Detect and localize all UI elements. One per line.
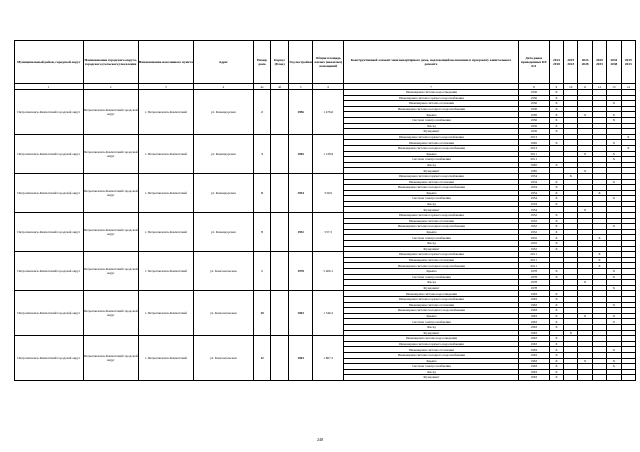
column-number: 11 xyxy=(578,84,592,90)
previous-repair-date-cell: 1956 xyxy=(518,129,549,135)
previous-repair-date-cell: 1978 xyxy=(518,269,549,275)
column-number: 13 xyxy=(607,84,621,90)
element-name-cell: Крыша xyxy=(344,190,519,196)
period-mark-cell: X xyxy=(607,112,621,118)
element-name-cell: Инженерная система отопления xyxy=(344,347,519,353)
header-settlement: Наименование городского округа, городского (сельского) поселения xyxy=(83,41,138,84)
settlement-cell: Петропавловск-Камчатский городской округ xyxy=(83,90,138,135)
previous-repair-date-cell: 1963 xyxy=(518,308,549,314)
header-period-2034-2038: 2034 2038 xyxy=(607,41,621,84)
address-cell: ул. Командорская xyxy=(193,134,253,173)
block-cell xyxy=(271,134,289,173)
previous-repair-date-cell: 2011 xyxy=(518,151,549,157)
period-mark-cell: X xyxy=(621,145,635,151)
period-mark-cell: X xyxy=(607,358,621,364)
year-built-cell: 1956 xyxy=(288,90,312,135)
period-mark-cell: X xyxy=(564,330,578,336)
previous-repair-date-cell: 1963 xyxy=(518,302,549,308)
header-period-2029-2033: 2029 2033 xyxy=(592,41,606,84)
previous-repair-date-cell: 1954 xyxy=(518,190,549,196)
element-name-cell: Фундамент xyxy=(344,375,519,381)
year-built-cell: 1963 xyxy=(288,291,312,336)
period-mark-cell: X xyxy=(549,190,563,196)
period-mark-cell: X xyxy=(578,168,592,174)
column-number: 4а xyxy=(253,84,271,90)
element-name-cell: Система электроснабжения xyxy=(344,319,519,325)
period-mark-cell: X xyxy=(549,224,563,230)
element-name-cell: Фундамент xyxy=(344,207,519,213)
district-cell: Петропавловск-Камчатский городской округ xyxy=(15,134,84,173)
page-number: 248 xyxy=(317,437,323,442)
element-name-cell: Инженерная система отопления xyxy=(344,302,519,308)
element-name-cell: Инженерная система отопления xyxy=(344,101,519,107)
element-name-cell: Фундамент xyxy=(344,246,519,252)
element-name-cell: Фасад xyxy=(344,369,519,375)
locality-cell: г. Петропавловск-Камчатский xyxy=(138,134,193,173)
previous-repair-date-cell: 2011 xyxy=(518,263,549,269)
period-mark-cell: X xyxy=(549,106,563,112)
period-mark-cell: X xyxy=(549,291,563,297)
previous-repair-date-cell: 1963 xyxy=(518,296,549,302)
header-previous-repair-date: Дата ранее проведенных КР КЭ xyxy=(518,41,549,84)
settlement-cell: Петропавловск-Камчатский городской округ xyxy=(83,336,138,381)
previous-repair-date-cell: 1952 xyxy=(518,224,549,230)
header-address: Адрес xyxy=(193,41,253,84)
previous-repair-date-cell: 1956 xyxy=(518,123,549,129)
period-mark-cell: X xyxy=(549,179,563,185)
column-number: 8 xyxy=(518,84,549,90)
locality-cell: г. Петропавловск-Камчатский xyxy=(138,90,193,135)
period-mark-cell: X xyxy=(607,196,621,202)
period-mark-cell: X xyxy=(549,274,563,280)
house-number-cell: 12 xyxy=(253,336,271,381)
previous-repair-date-cell: 1963 xyxy=(518,330,549,336)
element-name-cell: Фундамент xyxy=(344,330,519,336)
header-house-number: Номер дома xyxy=(253,41,271,84)
locality-cell: г. Петропавловск-Камчатский xyxy=(138,336,193,381)
period-mark-cell: X xyxy=(549,347,563,353)
element-name-cell: Фасад xyxy=(344,241,519,247)
previous-repair-date-cell: 1978 xyxy=(518,285,549,291)
previous-repair-date-cell: 1952 xyxy=(518,229,549,235)
table-body xyxy=(15,90,636,381)
header-area: Общая площадь жилых (нежилых) помещений xyxy=(313,41,344,84)
previous-repair-date-cell: 1956 xyxy=(518,90,549,96)
address-cell: ул. Командорская xyxy=(193,90,253,135)
district-cell: Петропавловск-Камчатский городской округ xyxy=(15,173,84,212)
period-mark-cell: X xyxy=(592,235,606,241)
period-mark-cell xyxy=(578,375,592,381)
period-mark-cell: X xyxy=(549,336,563,342)
settlement-cell: Петропавловск-Камчатский городской округ xyxy=(83,134,138,173)
year-built-cell: 1954 xyxy=(288,173,312,212)
element-name-cell: Крыша xyxy=(344,358,519,364)
period-mark-cell: X xyxy=(607,269,621,275)
block-cell xyxy=(271,291,289,336)
period-mark-cell: X xyxy=(578,358,592,364)
element-name-cell: Крыша xyxy=(344,229,519,235)
period-mark-cell: X xyxy=(607,117,621,123)
period-mark-cell: X xyxy=(549,324,563,330)
period-mark-cell: X xyxy=(549,95,563,101)
period-mark-cell: X xyxy=(549,218,563,224)
element-name-cell: Инженерная система отопления xyxy=(344,140,519,146)
settlement-cell: Петропавловск-Камчатский городской округ xyxy=(83,291,138,336)
previous-repair-date-cell: 1963 xyxy=(518,319,549,325)
period-mark-cell: X xyxy=(549,101,563,107)
element-name-cell: Крыша xyxy=(344,313,519,319)
period-mark-cell: X xyxy=(549,162,563,168)
address-cell: ул. Комсомольская xyxy=(193,336,253,381)
period-mark-cell: X xyxy=(607,347,621,353)
period-mark-cell: X xyxy=(549,302,563,308)
district-cell: Петропавловск-Камчатский городской округ xyxy=(15,336,84,381)
period-mark-cell: X xyxy=(549,129,563,135)
element-name-cell: Фасад xyxy=(344,162,519,168)
header-district: Муниципальный район, городской округ xyxy=(15,41,84,84)
period-mark-cell: X xyxy=(607,274,621,280)
area-cell: 1 476,0 xyxy=(313,90,344,135)
column-number: 4б xyxy=(271,84,289,90)
period-mark-cell: X xyxy=(549,241,563,247)
column-number: 4 xyxy=(193,84,253,90)
previous-repair-date-cell: 1952 xyxy=(518,246,549,252)
year-built-cell: 1952 xyxy=(288,213,312,252)
previous-repair-date-cell: 1963 xyxy=(518,347,549,353)
period-mark-cell: X xyxy=(549,364,563,370)
element-name-cell: Система электроснабжения xyxy=(344,117,519,123)
address-cell: ул. Комсомольская xyxy=(193,291,253,336)
block-cell xyxy=(271,90,289,135)
element-name-cell: Система электроснабжения xyxy=(344,196,519,202)
element-name-cell: Инженерная система холодного водоснабжения xyxy=(344,224,519,230)
period-mark-cell: X xyxy=(549,246,563,252)
element-name-cell: Инженерная система отопления xyxy=(344,179,519,185)
period-mark-cell: X xyxy=(549,140,563,146)
period-mark-cell: X xyxy=(607,179,621,185)
previous-repair-date-cell: 2011 xyxy=(518,257,549,263)
period-mark-cell: X xyxy=(592,257,606,263)
element-name-cell: Инженерная система горячего водоснабжения xyxy=(344,173,519,179)
header-period-2039-2043: 2039 2043 xyxy=(621,41,635,84)
area-cell: 1 546,2 xyxy=(313,291,344,336)
previous-repair-date-cell: 1963 xyxy=(518,336,549,342)
period-mark-cell: X xyxy=(549,117,563,123)
address-cell: ул. Командорская xyxy=(193,213,253,252)
year-built-cell: 1963 xyxy=(288,336,312,381)
element-name-cell: Инженерная система отопления xyxy=(344,257,519,263)
column-number: 1 xyxy=(15,84,84,90)
address-cell: ул. Комсомольская xyxy=(193,252,253,291)
previous-repair-date-cell: 1954 xyxy=(518,201,549,207)
header-block: Корпус (Блок) xyxy=(271,41,289,84)
previous-repair-date-cell: 1965 xyxy=(518,140,549,146)
period-mark-cell xyxy=(621,375,635,381)
previous-repair-date-cell: 1965 xyxy=(518,162,549,168)
period-mark-cell: X xyxy=(549,123,563,129)
house-number-cell: 9 xyxy=(253,213,271,252)
previous-repair-date-cell: 1963 xyxy=(518,324,549,330)
previous-repair-date-cell: 1963 xyxy=(518,369,549,375)
element-name-cell: Крыша xyxy=(344,112,519,118)
period-mark-cell: X xyxy=(607,224,621,230)
column-number: 9 xyxy=(549,84,563,90)
column-number: 3 xyxy=(138,84,193,90)
period-mark-cell: X xyxy=(592,263,606,269)
locality-cell: г. Петропавловск-Камчатский xyxy=(138,252,193,291)
element-name-cell: Система электроснабжения xyxy=(344,235,519,241)
element-name-cell: Система электроснабжения xyxy=(344,157,519,163)
element-name-cell: Инженерная система водоотведения xyxy=(344,336,519,342)
previous-repair-date-cell: 2013 xyxy=(518,134,549,140)
house-number-cell: 3 xyxy=(253,134,271,173)
element-name-cell: Инженерная система холодного водоснабжения xyxy=(344,185,519,191)
previous-repair-date-cell: 1978 xyxy=(518,280,549,286)
period-mark-cell: X xyxy=(607,151,621,157)
period-mark-cell: X xyxy=(549,319,563,325)
previous-repair-date-cell: 1954 xyxy=(518,179,549,185)
element-name-cell: Инженерная система горячего водоснабжения xyxy=(344,95,519,101)
element-name-cell: Инженерная система холодного водоснабжения xyxy=(344,263,519,269)
period-mark-cell: X xyxy=(549,341,563,347)
period-mark-cell: X xyxy=(549,308,563,314)
period-mark-cell: X xyxy=(607,302,621,308)
period-mark-cell: X xyxy=(607,101,621,107)
period-mark-cell xyxy=(592,375,606,381)
area-cell: 537,3 xyxy=(313,213,344,252)
period-mark-cell: X xyxy=(549,358,563,364)
district-cell: Петропавловск-Камчатский городской округ xyxy=(15,291,84,336)
previous-repair-date-cell: 1956 xyxy=(518,95,549,101)
element-name-cell: Система электроснабжения xyxy=(344,274,519,280)
area-cell: 530,9 xyxy=(313,173,344,212)
header-element: Конструктивный элемент многоквартирного дома, подлежащий включению в программу капитального ремонта xyxy=(344,41,519,84)
element-name-cell: Инженерная система горячего водоснабжения xyxy=(344,252,519,258)
period-mark-cell: X xyxy=(578,313,592,319)
element-name-cell: Система электроснабжения xyxy=(344,364,519,370)
element-name-cell: Инженерная система холодного водоснабжения xyxy=(344,308,519,314)
house-number-cell: 2 xyxy=(253,90,271,135)
column-number: 7 xyxy=(344,84,519,90)
previous-repair-date-cell: 1963 xyxy=(518,352,549,358)
period-mark-cell: X xyxy=(607,157,621,163)
period-mark-cell: X xyxy=(549,196,563,202)
period-mark-cell: X xyxy=(592,190,606,196)
element-name-cell: Крыша xyxy=(344,269,519,275)
district-cell: Петропавловск-Камчатский городской округ xyxy=(15,213,84,252)
period-mark-cell: X xyxy=(607,364,621,370)
column-number: 14 xyxy=(621,84,635,90)
element-name-cell: Инженерная система холодного водоснабжения xyxy=(344,352,519,358)
period-mark-cell: X xyxy=(564,173,578,179)
period-mark-cell: X xyxy=(607,319,621,325)
element-name-cell: Инженерная система горячего водоснабжения xyxy=(344,134,519,140)
house-number-cell: 10 xyxy=(253,291,271,336)
column-number: 5 xyxy=(288,84,312,90)
element-name-cell: Инженерная система водоотведения xyxy=(344,291,519,297)
element-name-cell: Крыша xyxy=(344,151,519,157)
header-period-2024-2028: 2024 2028 xyxy=(578,41,592,84)
block-cell xyxy=(271,213,289,252)
header-locality: Наименование населенного пункта xyxy=(138,41,193,84)
locality-cell: г. Петропавловск-Камчатский xyxy=(138,173,193,212)
element-name-cell: Инженерная система водоотведения xyxy=(344,90,519,96)
column-number: 2 xyxy=(83,84,138,90)
period-mark-cell: X xyxy=(549,185,563,191)
element-name-cell: Фасад xyxy=(344,201,519,207)
element-name-cell: Инженерная система холодного водоснабжения xyxy=(344,106,519,112)
period-mark-cell: X xyxy=(578,280,592,286)
column-number: 12 xyxy=(592,84,606,90)
house-number-cell: 1 xyxy=(253,252,271,291)
previous-repair-date-cell: 1956 xyxy=(518,112,549,118)
element-name-cell: Инженерная система горячего водоснабжения xyxy=(344,296,519,302)
capital-repair-register-table xyxy=(14,40,636,381)
period-mark-cell xyxy=(607,375,621,381)
element-name-cell: Инженерная система холодного водоснабжения xyxy=(344,145,519,151)
area-cell: 1 807,5 xyxy=(313,336,344,381)
column-number: 6 xyxy=(313,84,344,90)
previous-repair-date-cell: 1952 xyxy=(518,235,549,241)
header-row xyxy=(15,41,636,84)
previous-repair-date-cell: 1963 xyxy=(518,291,549,297)
previous-repair-date-cell: 1956 xyxy=(518,117,549,123)
element-name-cell: Инженерная система горячего водоснабжения xyxy=(344,213,519,219)
area-cell: 1 128,9 xyxy=(313,134,344,173)
district-cell: Петропавловск-Камчатский городской округ xyxy=(15,90,84,135)
previous-repair-date-cell: 1954 xyxy=(518,173,549,179)
element-name-cell: Фасад xyxy=(344,280,519,286)
period-mark-cell: X xyxy=(549,112,563,118)
locality-cell: г. Петропавловск-Камчатский xyxy=(138,213,193,252)
previous-repair-date-cell: 1963 xyxy=(518,341,549,347)
period-mark-cell xyxy=(564,375,578,381)
period-mark-cell: X xyxy=(549,90,563,96)
previous-repair-date-cell: 1954 xyxy=(518,196,549,202)
header-period-2019-2023: 2019 2023 xyxy=(564,41,578,84)
settlement-cell: Петропавловск-Камчатский городской округ xyxy=(83,252,138,291)
period-mark-cell: X xyxy=(607,285,621,291)
period-mark-cell: X xyxy=(549,296,563,302)
period-mark-cell: X xyxy=(592,252,606,258)
previous-repair-date-cell: 1978 xyxy=(518,274,549,280)
settlement-cell: Петропавловск-Камчатский городской округ xyxy=(83,173,138,212)
block-cell xyxy=(271,173,289,212)
period-mark-cell: X xyxy=(549,201,563,207)
period-mark-cell: X xyxy=(549,213,563,219)
period-mark-cell: X xyxy=(549,269,563,275)
previous-repair-date-cell: 2013 xyxy=(518,145,549,151)
year-built-cell: 1965 xyxy=(288,134,312,173)
previous-repair-date-cell: 1952 xyxy=(518,218,549,224)
area-cell: 5 406,1 xyxy=(313,252,344,291)
previous-repair-date-cell: 1963 xyxy=(518,364,549,370)
house-number-cell: 8 xyxy=(253,173,271,212)
period-mark-cell: X xyxy=(578,207,592,213)
previous-repair-date-cell: 1963 xyxy=(518,375,549,381)
previous-repair-date-cell: 1952 xyxy=(518,213,549,219)
element-name-cell: Фундамент xyxy=(344,129,519,135)
header-period-2014-2018: 2014 2018 xyxy=(549,41,563,84)
element-name-cell: Инженерная система отопления xyxy=(344,218,519,224)
period-mark-cell: X xyxy=(607,313,621,319)
period-mark-cell: X xyxy=(549,369,563,375)
previous-repair-date-cell: 1956 xyxy=(518,101,549,107)
block-cell xyxy=(271,336,289,381)
previous-repair-date-cell: 2011 xyxy=(518,252,549,258)
period-mark-cell: X xyxy=(549,229,563,235)
previous-repair-date-cell: 1963 xyxy=(518,313,549,319)
period-mark-cell: X xyxy=(607,140,621,146)
element-name-cell: Фасад xyxy=(344,123,519,129)
period-mark-cell: X xyxy=(578,112,592,118)
period-mark-cell: X xyxy=(578,151,592,157)
block-cell xyxy=(271,252,289,291)
previous-repair-date-cell: 1965 xyxy=(518,168,549,174)
previous-repair-date-cell: 1954 xyxy=(518,185,549,191)
settlement-cell: Петропавловск-Камчатский городской округ xyxy=(83,213,138,252)
address-cell: ул. Командорская xyxy=(193,173,253,212)
period-mark-cell: X xyxy=(549,352,563,358)
element-name-cell: Фасад xyxy=(344,324,519,330)
district-cell: Петропавловск-Камчатский городской округ xyxy=(15,252,84,291)
element-name-cell: Фундамент xyxy=(344,285,519,291)
element-name-cell: Фундамент xyxy=(344,168,519,174)
period-mark-cell: X xyxy=(549,375,563,381)
column-number: 10 xyxy=(564,84,578,90)
previous-repair-date-cell: 1952 xyxy=(518,241,549,247)
previous-repair-date-cell: 1956 xyxy=(518,106,549,112)
previous-repair-date-cell: 1963 xyxy=(518,358,549,364)
previous-repair-date-cell: 2011 xyxy=(518,157,549,163)
period-mark-cell: X xyxy=(549,235,563,241)
locality-cell: г. Петропавловск-Камчатский xyxy=(138,291,193,336)
element-name-cell: Инженерная система горячего водоснабжения xyxy=(344,341,519,347)
period-mark-cell: X xyxy=(549,313,563,319)
period-mark-cell: X xyxy=(621,134,635,140)
previous-repair-date-cell: 1954 xyxy=(518,207,549,213)
header-year-built: Год постройки xyxy=(288,41,312,84)
year-built-cell: 1978 xyxy=(288,252,312,291)
